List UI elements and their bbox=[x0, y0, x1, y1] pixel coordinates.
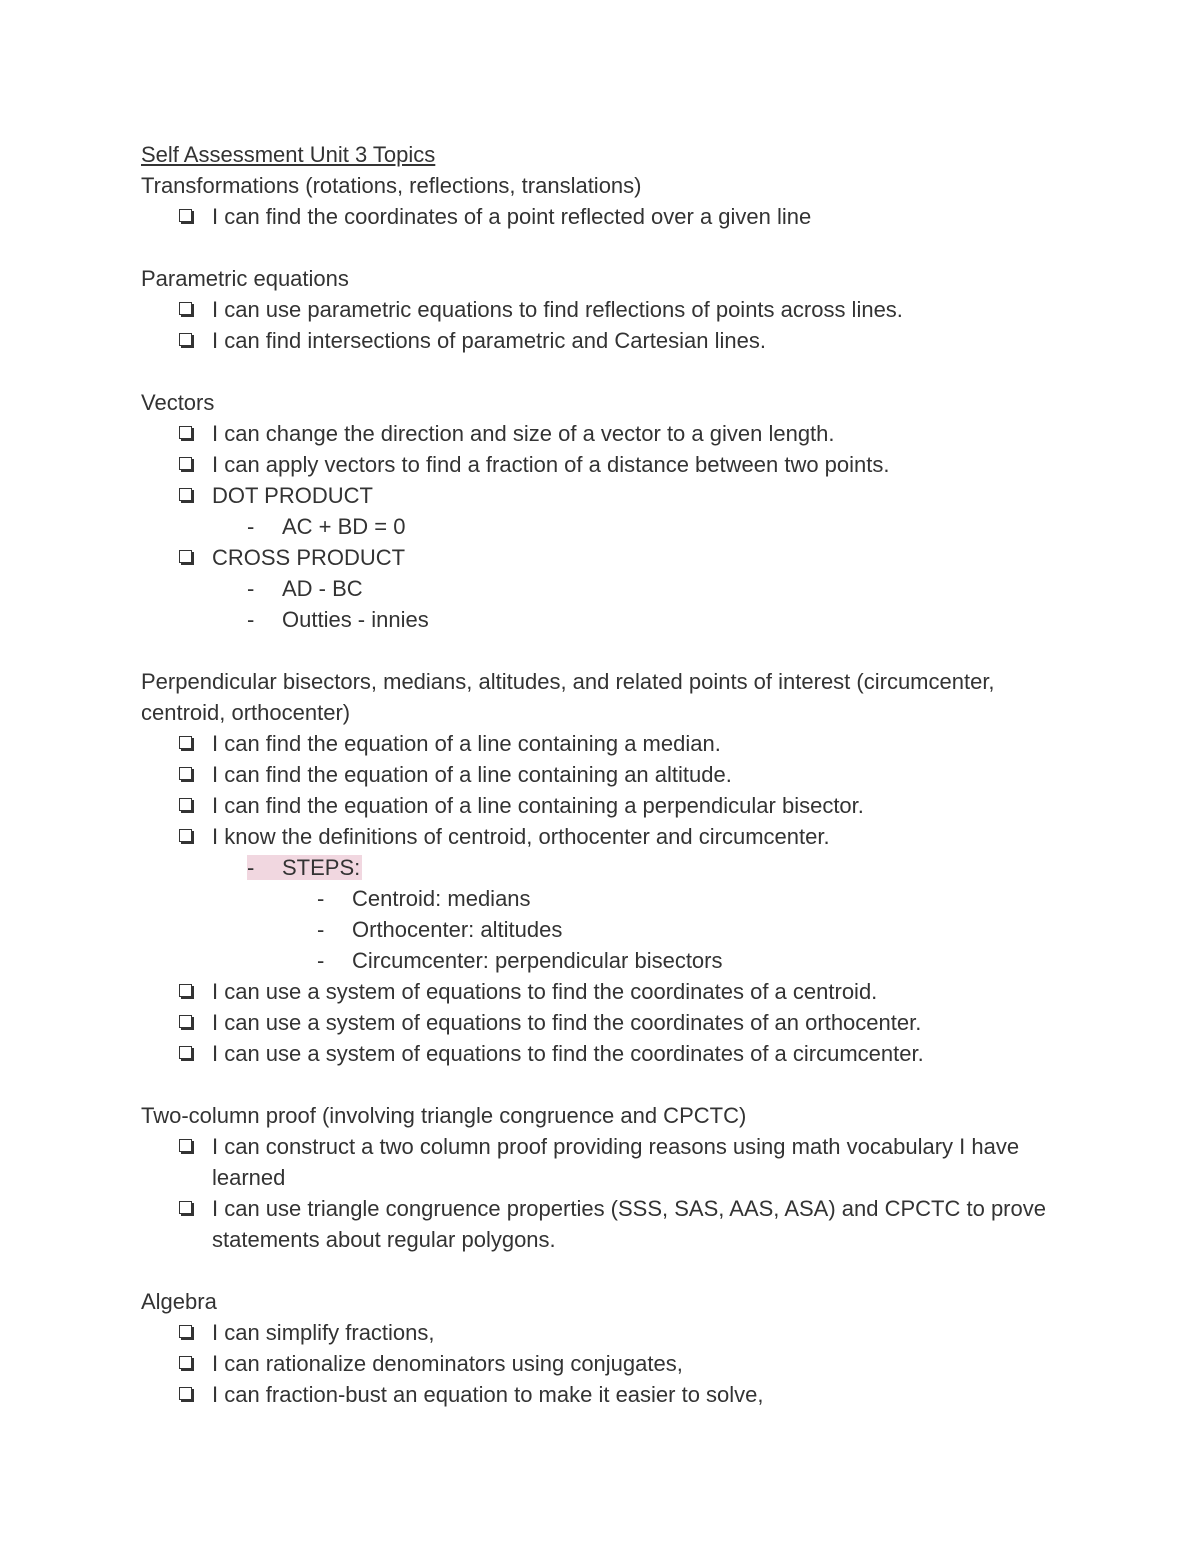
dash-item: - Orthocenter: altitudes bbox=[141, 914, 1071, 945]
checklist-item: I know the definitions of centroid, orthocenter and circumcenter. bbox=[141, 821, 1071, 852]
highlight: - STEPS: bbox=[247, 855, 362, 880]
checkbox-icon[interactable] bbox=[179, 302, 192, 315]
dash-bullet: - bbox=[317, 917, 325, 942]
checkbox-icon[interactable] bbox=[179, 1015, 192, 1028]
checklist-item: I can find the equation of a line containing an altitude. bbox=[141, 759, 1071, 790]
dash-item: - Circumcenter: perpendicular bisectors bbox=[141, 945, 1071, 976]
checklist-item: I can fraction-bust an equation to make it easier to solve, bbox=[141, 1379, 1071, 1410]
spacer bbox=[141, 1069, 1071, 1100]
checkbox-icon[interactable] bbox=[179, 457, 192, 470]
checklist-item: I can use a system of equations to find the coordinates of a circumcenter. bbox=[141, 1038, 1071, 1069]
section-heading-transformations: Transformations (rotations, reflections, translations) bbox=[141, 173, 642, 198]
dash-bullet: - bbox=[317, 886, 325, 911]
spacer bbox=[141, 1255, 1071, 1286]
dash-item: - AC + BD = 0 bbox=[141, 511, 1071, 542]
checklist-item: I can construct a two column proof providing reasons using math vocabulary I have learned bbox=[141, 1131, 1071, 1193]
checklist-item: I can find the equation of a line containing a median. bbox=[141, 728, 1071, 759]
checkbox-icon[interactable] bbox=[179, 1201, 192, 1214]
checklist-item: I can use parametric equations to find reflections of points across lines. bbox=[141, 294, 1071, 325]
section-heading-algebra: Algebra bbox=[141, 1289, 217, 1314]
checkbox-icon[interactable] bbox=[179, 1387, 192, 1400]
spacer bbox=[141, 232, 1071, 263]
checklist-item: I can use a system of equations to find the coordinates of an orthocenter. bbox=[141, 1007, 1071, 1038]
checklist-item: I can simplify fractions, bbox=[141, 1317, 1071, 1348]
checkbox-icon[interactable] bbox=[179, 1046, 192, 1059]
checkbox-icon[interactable] bbox=[179, 209, 192, 222]
dash-item-highlighted bbox=[141, 852, 1071, 883]
checkbox-icon[interactable] bbox=[179, 333, 192, 346]
checkbox-icon[interactable] bbox=[179, 984, 192, 997]
dash-item: - AD - BC bbox=[141, 573, 1071, 604]
document-content bbox=[141, 139, 1071, 1410]
document-title: Self Assessment Unit 3 Topics bbox=[141, 142, 436, 167]
dash-item: - Outties - innies bbox=[141, 604, 1071, 635]
section-heading-bisectors: Perpendicular bisectors, medians, altitudes, and related points of interest (circumcenter, centroid, orthocenter) bbox=[141, 669, 995, 725]
checklist-item: I can find the equation of a line containing a perpendicular bisector. bbox=[141, 790, 1071, 821]
checklist-item: CROSS PRODUCT bbox=[141, 542, 1071, 573]
dash-item: - Centroid: medians bbox=[141, 883, 1071, 914]
section-heading-vectors: Vectors bbox=[141, 390, 215, 415]
checkbox-icon[interactable] bbox=[179, 767, 192, 780]
spacer bbox=[141, 356, 1071, 387]
checklist-item: I can find the coordinates of a point reflected over a given line bbox=[141, 201, 1071, 232]
checklist-item: I can use triangle congruence properties (SSS, SAS, AAS, ASA) and CPCTC to prove statements about regular polygons. bbox=[141, 1193, 1071, 1255]
checklist-item: I can find intersections of parametric and Cartesian lines. bbox=[141, 325, 1071, 356]
checkbox-icon[interactable] bbox=[179, 1325, 192, 1338]
section-heading-parametric: Parametric equations bbox=[141, 266, 349, 291]
dash-bullet: - bbox=[317, 948, 325, 973]
checklist-item: DOT PRODUCT bbox=[141, 480, 1071, 511]
checkbox-icon[interactable] bbox=[179, 829, 192, 842]
checkbox-icon[interactable] bbox=[179, 798, 192, 811]
checklist-item: I can use a system of equations to find the coordinates of a centroid. bbox=[141, 976, 1071, 1007]
checkbox-icon[interactable] bbox=[179, 1356, 192, 1369]
checklist-item: I can rationalize denominators using conjugates, bbox=[141, 1348, 1071, 1379]
dash-bullet: - bbox=[247, 576, 255, 601]
checkbox-icon[interactable] bbox=[179, 488, 192, 501]
checklist-item: I can change the direction and size of a vector to a given length. bbox=[141, 418, 1071, 449]
dash-bullet: - bbox=[247, 855, 255, 880]
dash-bullet: - bbox=[247, 607, 255, 632]
spacer bbox=[141, 635, 1071, 666]
checklist-item: I can apply vectors to find a fraction of a distance between two points. bbox=[141, 449, 1071, 480]
checkbox-icon[interactable] bbox=[179, 550, 192, 563]
checkbox-icon[interactable] bbox=[179, 736, 192, 749]
checkbox-icon[interactable] bbox=[179, 426, 192, 439]
checkbox-icon[interactable] bbox=[179, 1139, 192, 1152]
dash-bullet: - bbox=[247, 514, 255, 539]
section-heading-proof: Two-column proof (involving triangle congruence and CPCTC) bbox=[141, 1103, 747, 1128]
